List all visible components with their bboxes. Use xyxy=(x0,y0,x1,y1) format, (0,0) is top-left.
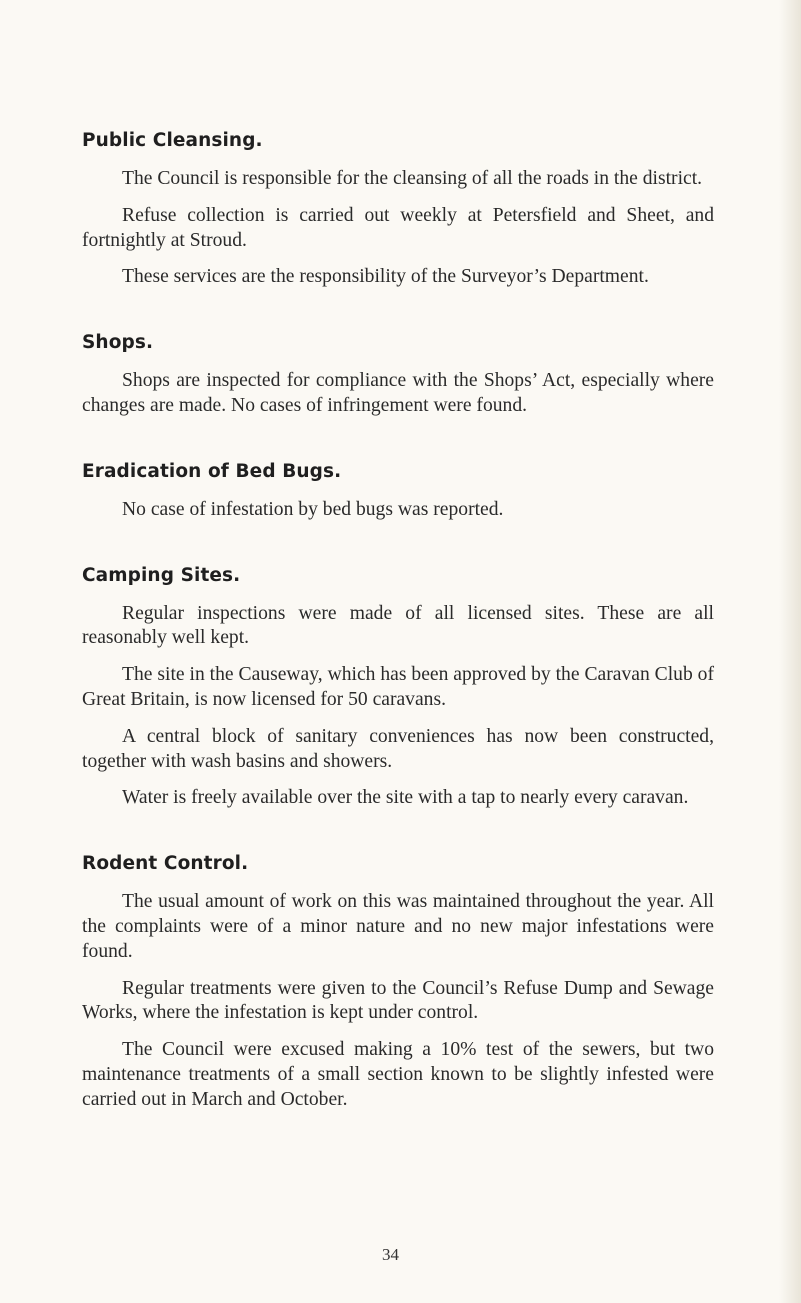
paragraph: The Council were excused making a 10% test of the sewers, but two maintenance treatments of a small section known to be slightly infested were carried out in March and October. xyxy=(82,1039,714,1110)
section-heading: Eradication of Bed Bugs. xyxy=(82,460,342,482)
section-shops xyxy=(82,332,714,419)
paragraph: The Council is responsible for the cleansing of all the roads in the district. xyxy=(122,168,703,189)
section-rodent-control xyxy=(82,853,714,1112)
section-heading: Rodent Control. xyxy=(82,853,249,875)
section-public-cleansing xyxy=(82,130,714,290)
section-heading: Camping Sites. xyxy=(82,564,241,586)
paragraph: Water is freely available over the site with a tap to nearly every caravan. xyxy=(122,787,689,809)
paragraph: Regular inspections were made of all licensed sites. These are all reasonably well kept. xyxy=(82,602,714,649)
paragraph: No case of infestation by bed bugs was reported. xyxy=(122,498,504,520)
section-heading: Public Cleansing. xyxy=(82,130,263,151)
paragraph: Shops are inspected for compliance with the Shops’ Act, especially where changes are made. No cases of infringement were found. xyxy=(82,370,714,416)
paragraph: These services are the responsibility of the Surveyor’s Department. xyxy=(122,266,649,288)
document-page xyxy=(82,130,714,1155)
section-bed-bugs xyxy=(82,461,714,523)
paragraph: The site in the Causeway, which has been approved by the Caravan Club of Great Britain, is now licensed for 50 caravans. xyxy=(82,664,714,710)
paragraph: Regular treatments were given to the Council’s Refuse Dump and Sewage Works, where the infestation is kept under control. xyxy=(82,977,714,1024)
paragraph: Refuse collection is carried out weekly at Petersfield and Sheet, and fortnightly at Stroud. xyxy=(82,204,714,251)
paragraph: The usual amount of work on this was maintained throughout the year. All the complaints were of a minor nature and no new major infestations were found. xyxy=(82,891,714,962)
page-number: 34 xyxy=(382,1245,399,1264)
paragraph: A central block of sanitary conveniences has now been constructed, together with wash basins and showers. xyxy=(82,725,714,772)
section-heading: Shops. xyxy=(82,332,154,354)
page-edge-shadow xyxy=(779,0,801,1303)
section-camping-sites xyxy=(82,565,714,812)
